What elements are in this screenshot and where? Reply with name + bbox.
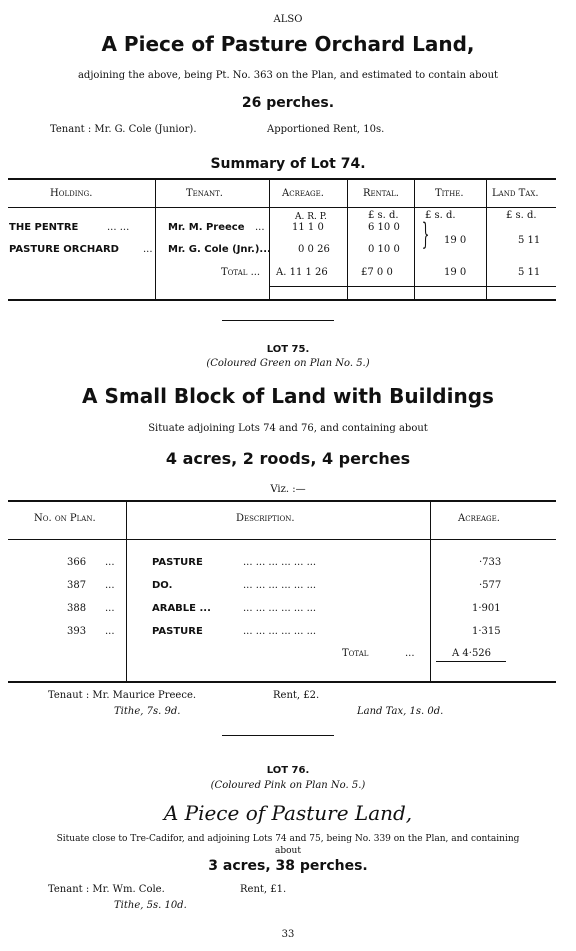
row2-holding: PASTURE ORCHARD [9, 244, 119, 255]
table-row-dots: ... [105, 557, 115, 568]
page-number: 33 [281, 929, 295, 940]
lot74-rent: Apportioned Rent, 10s. [267, 124, 385, 135]
table-row-desc: DO. [152, 580, 173, 591]
table-row-no: 388 [67, 603, 87, 614]
header-no-on-plan: No. on Plan. [34, 513, 96, 524]
lot75-area: 4 acres, 2 roods, 4 perches [165, 449, 411, 468]
lot76-title: A Piece of Pasture Land, [163, 801, 413, 825]
lot75-situate: Situate adjoining Lots 74 and 76, and containing about [148, 423, 428, 434]
lot75-tithe: Tithe, 7s. 9d. [114, 706, 181, 717]
row1-holding: THE PENTRE [9, 222, 79, 233]
header-rental: Rental. [363, 188, 399, 199]
lot76-situate-line2: about [275, 846, 301, 856]
lot74-tenant: Tenant : Mr. G. Cole (Junior). [50, 124, 197, 135]
lot76-tenant: Tenant : Mr. Wm. Cole. [48, 884, 165, 895]
header-acreage: Acreage. [458, 513, 500, 524]
table-row-desc: PASTURE [152, 557, 203, 568]
table-row-no: 387 [67, 580, 87, 591]
table-row-no: 366 [67, 557, 87, 568]
total-acreage: A. 11 1 26 [276, 267, 328, 278]
landtax-units: £ s. d. [506, 210, 537, 221]
row2-rental: 0 10 0 [368, 244, 400, 255]
lot76-situate-line1: Situate close to Tre-Cadifor, and adjoining Lots 74 and 75, being No. 339 on the Plan, and containing [56, 834, 520, 844]
table-row-no: 393 [67, 626, 87, 637]
row1-tenant: Mr. M. Preece [168, 222, 245, 233]
lot75-number: LOT 75. [266, 344, 310, 355]
total-landtax: 5 11 [518, 267, 541, 278]
header-landtax: Land Tax. [492, 188, 539, 199]
table-row-desc-dots: ... ... ... ... ... ... [243, 603, 317, 614]
table-row-dots: ... [105, 626, 115, 637]
header-tithe: Tithe. [435, 188, 464, 199]
rental-units: £ s. d. [368, 210, 399, 221]
table-row-acreage: 1·901 [472, 603, 501, 614]
row1-acreage: 11 1 0 [292, 222, 324, 233]
table-row-desc: ARABLE ... [152, 603, 211, 614]
tithe-brace: } [421, 217, 430, 252]
acreage-units: A. R. P. [295, 212, 327, 222]
table-row-acreage: ·577 [479, 580, 502, 591]
table-row-desc: PASTURE [152, 626, 203, 637]
header-holding: Holding. [50, 188, 93, 199]
table-row-desc-dots: ... ... ... ... ... ... [243, 580, 317, 591]
lot76-tithe: Tithe, 5s. 10d. [114, 900, 187, 911]
header-tenant: Tenant. [186, 188, 223, 199]
lot74-title: A Piece of Pasture Orchard Land, [101, 32, 475, 56]
landtax-combined: 5 11 [518, 235, 541, 246]
table-row-acreage: ·733 [479, 557, 502, 568]
lot75-total-dots: ... [405, 648, 415, 659]
lot75-coloured: (Coloured Green on Plan No. 5.) [206, 358, 370, 369]
row2-acreage: 0 0 26 [298, 244, 330, 255]
row1-rental: 6 10 0 [368, 222, 400, 233]
lot76-rent: Rent, £1. [240, 884, 287, 895]
total-tithe: 19 0 [444, 267, 467, 278]
lot74-area: 26 perches. [241, 95, 335, 111]
row2-dots: ... [143, 244, 153, 255]
summary74-title: Summary of Lot 74. [210, 156, 366, 172]
lot75-landtax: Land Tax, 1s. 0d. [357, 706, 444, 717]
table-row-desc-dots: ... ... ... ... ... ... [243, 557, 317, 568]
lot75-title: A Small Block of Land with Buildings [82, 384, 494, 408]
table-row-desc-dots: ... ... ... ... ... ... [243, 626, 317, 637]
lot75-tenant: Tenaut : Mr. Maurice Preece. [48, 690, 197, 701]
lot75-rent: Rent, £2. [273, 690, 320, 701]
header-acreage: Acreage. [282, 188, 324, 199]
table-row-dots: ... [105, 580, 115, 591]
row1-tenant-dots: ... [255, 222, 265, 233]
also-label: ALSO [273, 14, 303, 25]
divider-1 [222, 320, 334, 321]
table-row-acreage: 1·315 [472, 626, 501, 637]
tithe-combined: 19 0 [444, 235, 467, 246]
lot75-viz: Viz. :— [270, 484, 306, 495]
lot76-area: 3 acres, 38 perches. [208, 858, 368, 874]
divider-2 [222, 735, 334, 736]
total-rental: £7 0 0 [361, 267, 393, 278]
lot75-total-label: Total [342, 648, 369, 659]
lot76-coloured: (Coloured Pink on Plan No. 5.) [210, 780, 366, 791]
lot74-intro: adjoining the above, being Pt. No. 363 on the Plan, and estimated to contain about [77, 70, 499, 81]
row2-tenant: Mr. G. Cole (Jnr.)... [168, 244, 271, 255]
table-row-dots: ... [105, 603, 115, 614]
lot76-number: LOT 76. [266, 765, 310, 776]
total-label: Total ... [221, 267, 261, 278]
row1-dots: ... ... [107, 222, 130, 233]
lot75-total-acreage: A 4·526 [452, 648, 492, 659]
tithe-units: £ s. d. [425, 210, 456, 221]
header-description: Description. [236, 513, 295, 524]
